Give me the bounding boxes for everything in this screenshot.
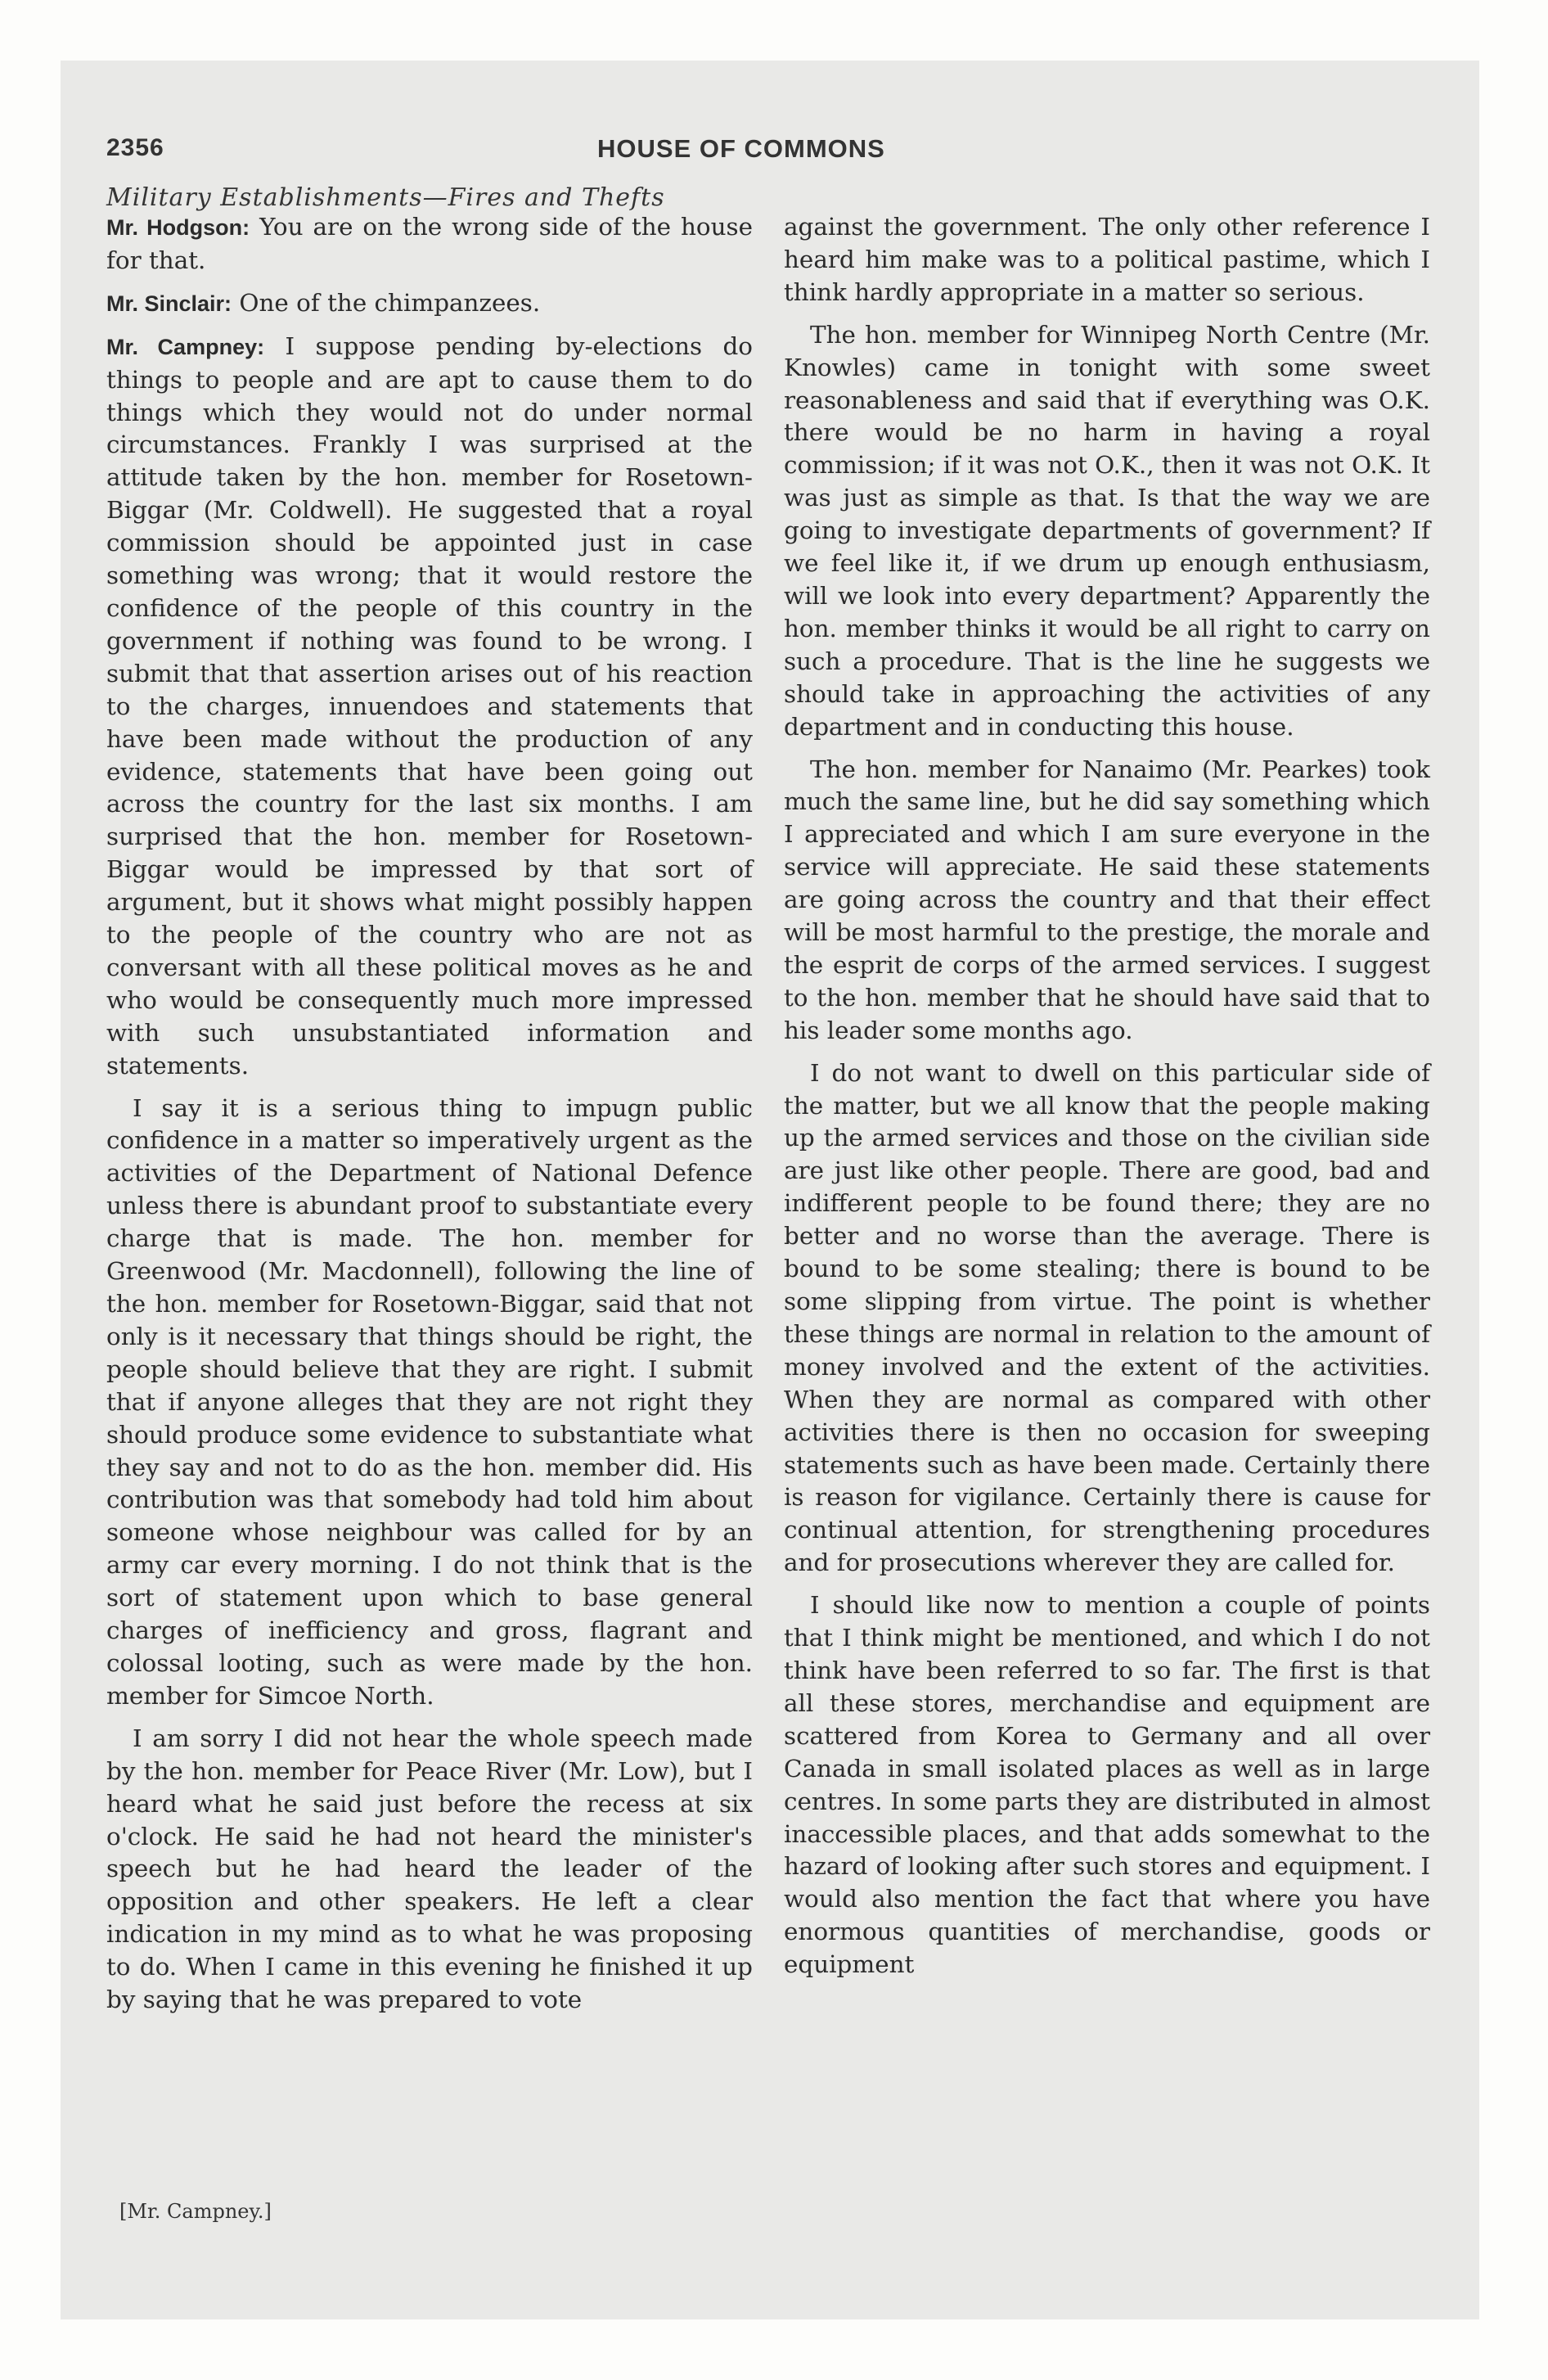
page-number: 2356 bbox=[106, 134, 164, 161]
speech-text: I am sorry I did not hear the whole speech made by the hon. member for Peace River (Mr. Low), but I heard what he said just before the recess at six o'clock. He said he had not heard the minister's speech but he had heard the leader of the opposition and other speakers. He left a clear indication in my mind as to what he was proposing to do. When I came in this evening he finished it up by saying that he was prepared to vote bbox=[106, 1724, 753, 2014]
speech-text: One of the chimpanzees. bbox=[239, 288, 541, 317]
speech-text: You are on the wrong side of the house for that. bbox=[106, 213, 754, 274]
speech-text: The hon. member for Winnipeg North Centre (Mr. Knowles) came in tonight with some sweet reasonableness and said that if everything was O.K. there would be no harm in having a royal commission; if it was not O.K., then it was not O.K. It was just as simple as that. Is that the way we are going to investigate departments of government? If we feel like it, if we drum up enough enthusiasm, will we look into every department? Apparently the hon. member thinks it would be all right to carry on such a procedure. That is the line he suggests we should take in approaching the activities of any department and in conducting this house. bbox=[784, 320, 1430, 741]
paragraph bbox=[784, 319, 1430, 744]
paragraph bbox=[784, 1589, 1430, 1981]
paragraph bbox=[106, 287, 753, 321]
paragraph bbox=[784, 211, 1430, 309]
paragraph bbox=[106, 1723, 753, 2017]
paragraph bbox=[106, 1093, 753, 1713]
footer-attribution: [Mr. Campney.] bbox=[119, 2200, 272, 2223]
speaker-name: Mr. Hodgson: bbox=[106, 215, 250, 240]
speech-text: I do not want to dwell on this particular side of the matter, but we all know that the people making up the armed services and those on the civilian side are just like other people. There are good, bad and indifferent people to be found there; they are no better and no worse than the average. There is bound to be some stealing; there is bound to be some slipping from virtue. The point is whether these things are normal in relation to the amount of money involved and the extent of the activities. When they are normal as compared with other activities there is then no occasion for sweeping statements such as have been made. Certainly there is reason for vigilance. Certainly there is cause for continual attention, for strengthening procedures and for prosecutions wherever they are called for. bbox=[784, 1058, 1430, 1577]
paragraph bbox=[106, 331, 753, 1083]
speech-text: I suppose pending by-elections do things to people and are apt to cause them to do things which they would not do under normal circumstances. Frankly I was surprised at the attitude taken by the hon. member for Rosetown-Biggar (Mr. Coldwell). He suggested that a royal commission should be appointed just in case something was wrong; that it would restore the confidence of the people of this country in the government if nothing was found to be wrong. I submit that that assertion arises out of his reaction to the charges, innuendoes and statements that have been made without the production of any evidence, statements that have been going out across the country for the last six months. I am surprised that the hon. member for Rosetown-Biggar would be impressed by that sort of argument, but it shows what might possibly happen to the people of the country who are not as conversant with all these political moves as he and who would be consequently much more impressed with such unsubstantiated information and statements. bbox=[106, 331, 754, 1080]
speaker-name: Mr. Sinclair: bbox=[106, 291, 232, 316]
paragraph bbox=[784, 1057, 1430, 1580]
speech-text: The hon. member for Nanaimo (Mr. Pearkes) took much the same line, but he did say something which I appreciated and which I am sure everyone in the service will appreciate. He said these statements are going across the country and that their effect will be most harmful to the prestige, the morale and the esprit de corps of the armed services. I suggest to the hon. member that he should have said that to his leader some months ago. bbox=[784, 755, 1430, 1044]
speech-text: against the government. The only other reference I heard him make was to a political pastime, which I think hardly appropriate in a matter so serious. bbox=[784, 213, 1430, 306]
paragraph bbox=[784, 754, 1430, 1048]
speech-text: I say it is a serious thing to impugn public confidence in a matter so imperatively urgent as the activities of the Department of National Defence unless there is abundant proof to substantiate every charge that is made. The hon. member for Greenwood (Mr. Macdonnell), following the line of the hon. member for Rosetown-Biggar, said that not only is it necessary that things should be right, the people should believe that they are right. I submit that if anyone alleges that they are not right they should produce some evidence to substantiate what they say and not to do as the hon. member did. His contribution was that somebody had told him about someone whose neighbour was called for by an army car every morning. I do not think that is the sort of statement upon which to base general charges of inefficiency and gross, flagrant and colossal looting, such as were made by the hon. member for Simcoe North. bbox=[106, 1093, 753, 1710]
speaker-name: Mr. Campney: bbox=[106, 334, 265, 359]
section-heading: Military Establishments—Fires and Thefts bbox=[106, 183, 665, 212]
left-column bbox=[106, 211, 753, 2026]
journal-title: HOUSE OF COMMONS bbox=[597, 134, 885, 163]
paragraph bbox=[106, 211, 753, 277]
right-column bbox=[784, 211, 1430, 1991]
speech-text: I should like now to mention a couple of points that I think might be mentioned, and which I do not think have been referred to so far. The first is that all these stores, merchandise and equipment are scattered from Korea to Germany and all over Canada in small isolated places as well as in large centres. In some parts they are distributed in almost inaccessible places, and that adds somewhat to the hazard of looking after such stores and equipment. I would also mention the fact that where you have enormous quantities of merchandise, goods or equipment bbox=[784, 1591, 1430, 1979]
